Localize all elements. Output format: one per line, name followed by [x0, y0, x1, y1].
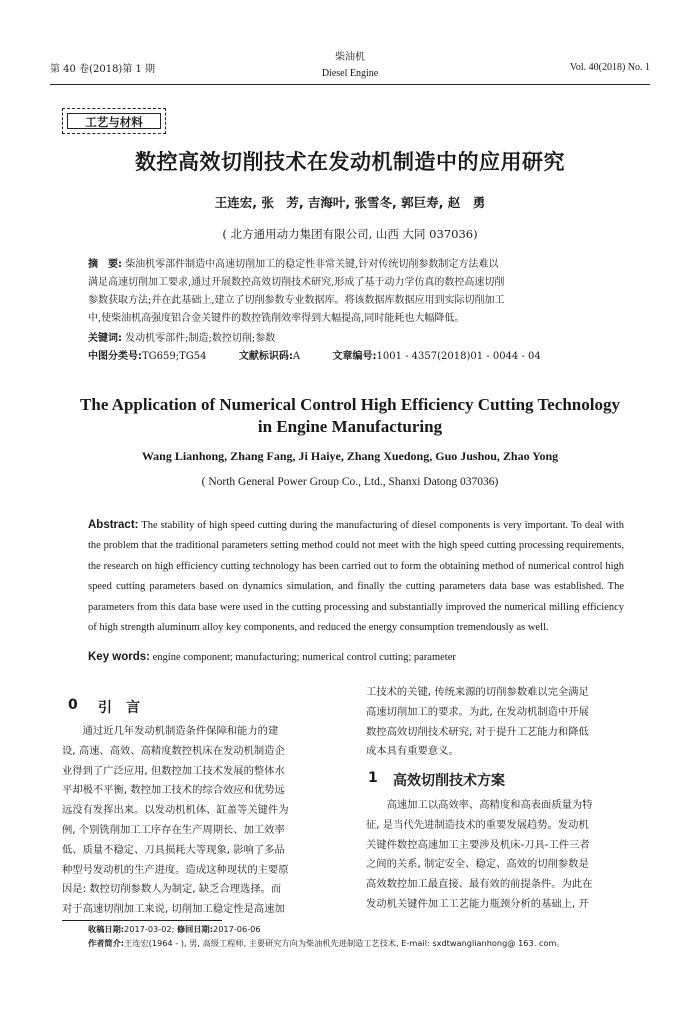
journal-name-cn: 柴油机	[335, 52, 365, 63]
body-line: 例, 个别铣削加工工序存在生产周期长、加工效率	[62, 823, 285, 836]
body-line: 成本具有重要意义。	[366, 745, 459, 758]
affiliation-cn: ( 北方通用动力集团有限公司, 山西 大同 037036)	[222, 227, 478, 241]
body-line: 高效数控加工最直接、最有效的前提条件。为此在	[366, 878, 593, 891]
abstract-cn-label: 摘 要:	[88, 259, 122, 270]
section-tag-label: 工艺与材料	[67, 113, 161, 129]
left-column	[62, 722, 347, 920]
body-line: 平却极不平衡, 数控加工技术的综合效应和优势远	[62, 784, 285, 797]
clc-value: TG659;TG54	[142, 351, 207, 362]
body-line: 关键件数控高速加工主要涉及机床-刀具-工件三者	[366, 838, 590, 851]
author-bio: 王连宏(1964 - ), 男, 高级工程师, 主要研究方向为柴油机先进制造工艺技术, E-mail: sxdtwanglianhong@ 163. com。	[124, 938, 565, 948]
body-line: 远没有发挥出来。以发动机机体、缸盖等关键件为	[62, 804, 289, 817]
received-date: 2017-03-02;	[124, 924, 175, 934]
articleno-label: 文章编号:	[332, 351, 377, 362]
right-column-top	[366, 683, 651, 762]
body-line: 高速加工以高效率、高精度和高表面质量为特	[366, 799, 593, 811]
body-line: 设, 高速、高效、高精度数控机床在发动机制造企	[62, 744, 285, 757]
title-en	[60, 394, 640, 438]
body-line: 征, 是当代先进制造技术的重要发展趋势。发动机	[366, 818, 589, 831]
keywords-en-value: engine component; manufacturing; numerical control cutting; parameter	[152, 652, 456, 663]
title-en-line: The Application of Numerical Control High Efficiency Cutting Technology	[80, 395, 620, 414]
keywords-en-label: Key words:	[88, 651, 150, 663]
journal-name-en: Diesel Engine	[321, 68, 379, 79]
header-rule	[50, 84, 650, 85]
revised-date: 2017-06-06	[213, 924, 261, 934]
abstract-en	[88, 515, 624, 638]
classification-row	[88, 348, 624, 366]
body-line: 业得到了广泛应用, 但数控加工技术发展的整体水	[62, 764, 285, 777]
doccode-label: 文献标识码:	[238, 351, 293, 362]
clc-label: 中图分类号:	[88, 351, 142, 362]
section-0-number: 0	[68, 697, 78, 713]
doccode-value: A	[292, 351, 301, 362]
abstract-cn	[88, 256, 624, 328]
body-line: 对于高速切削加工来说, 切削加工稳定性是高速加	[62, 903, 285, 916]
abstract-en-text: The stability of high speed cutting during the manufacturing of diesel components is very important. To deal with the problem that the traditional parameters setting method could not meet with the high speed cutting processing requirements, the research on high efficiency cutting technology has been carried out to form the obtaining method of numerical control high speed cutting parameters based on dynamics simulation, and finally the cutting parameters data base was established. The parameters from this data base were used in the cutting processing and substantially improved the numerical milling efficiency of high strength aluminum alloy key components, and reduced the energy consumption tremendously as well.	[88, 520, 624, 634]
abstract-cn-line: 摘 要: 柴油机零部件制造中高速切削加工的稳定性非常关键,针对传统切削参数制定方法难以	[88, 259, 499, 270]
body-line: 因是: 数控切削参数人为制定, 缺乏合理选择。而	[62, 883, 282, 896]
abstract-cn-line: 参数获取方法;并在此基础上,建立了切削参数专业数据库。将该数据库数据应用到实际切削加工	[88, 295, 505, 306]
keywords-en	[88, 651, 628, 663]
section-0-title: 引 言	[98, 700, 140, 716]
author-bio-label: 作者简介:	[88, 938, 125, 948]
revised-label: 修回日期:	[176, 924, 214, 934]
section-1-title: 高效切削技术方案	[393, 773, 505, 789]
abstract-en-label: Abstract:	[88, 519, 139, 531]
section-tag	[62, 108, 166, 134]
body-line: 工技术的关键, 传统来源的切削参数难以完全满足	[366, 686, 589, 698]
journal-issue-left: 第 40 卷(2018)第 1 期	[50, 64, 156, 75]
right-column-section1	[366, 796, 651, 915]
abstract-cn-line: 满足高速切削加工要求,通过开展数控高效切削技术研究,形成了基于动力学仿真的数控高速切削	[88, 277, 505, 288]
title-en-line: in Engine Manufacturing	[257, 417, 443, 436]
body-line: 之间的关系, 制定安全、稳定、高效的切削参数是	[366, 858, 589, 871]
received-label: 收稿日期:	[88, 924, 125, 934]
authors-cn: 王连宏, 张 芳, 吉海叶, 张雪冬, 郭巨寿, 赵 勇	[214, 195, 486, 210]
body-line: 种型号发动机的生产进度。造成这种现状的主要原	[62, 863, 289, 876]
footnote-rule	[62, 920, 222, 921]
keywords-cn-value: 发动机零部件;制造;数控切削;参数	[125, 333, 276, 344]
keywords-cn-label: 关键词:	[88, 333, 122, 344]
journal-issue-right: Vol. 40(2018) No. 1	[569, 62, 650, 73]
affiliation-en: ( North General Power Group Co., Ltd., Shanxi Datong 037036)	[201, 476, 499, 488]
section-1-number: 1	[368, 770, 378, 786]
body-line: 发动机关键件加工工艺能力瓶颈分析的基础上, 开	[366, 897, 589, 910]
body-line: 通过近几年发动机制造条件保障和能力的建	[62, 725, 279, 737]
body-line: 高速切削加工的要求。为此, 在发动机制造中开展	[366, 705, 589, 718]
keywords-cn	[88, 330, 624, 348]
title-cn: 数控高效切削技术在发动机制造中的应用研究	[135, 150, 565, 174]
abstract-cn-line: 中,使柴油机高强度铝合金关键件的数控铣削效率得到大幅提高,同时能耗也大幅降低。	[88, 313, 465, 324]
body-line: 数控高效切削技术研究, 对于提升工艺能力和降低	[366, 725, 589, 738]
articleno-value: 1001 - 4357(2018)01 - 0044 - 04	[376, 351, 541, 362]
body-line: 低、质量不稳定、刀具损耗大等现象, 影响了多品	[62, 843, 285, 856]
footnote-author	[88, 936, 648, 950]
authors-en: Wang Lianhong, Zhang Fang, Ji Haiye, Zhang Xuedong, Guo Jushou, Zhao Yong	[141, 449, 559, 463]
footnote-dates	[88, 922, 648, 936]
